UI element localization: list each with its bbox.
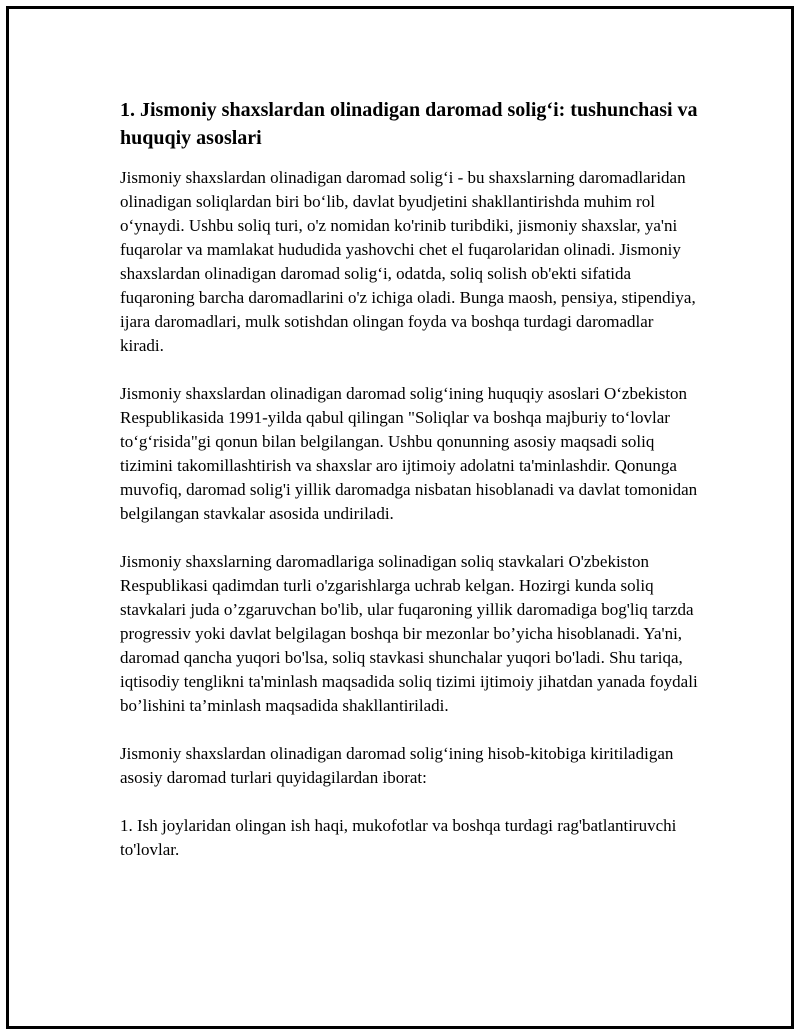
document-body: [120, 96, 700, 886]
list-item-income-type-1: 1. Ish joylaridan olingan ish haqi, mukofotlar va boshqa turdagi rag'batlantiruvchi to'lovlar.: [120, 816, 677, 859]
paragraph-tax-rates: Jismoniy shaxslarning daromadlariga solinadigan soliq stavkalari O'zbekiston Respublikasi qadimdan turli o'zgarishlarga uchrab kelgan. Hozirgi kunda soliq stavkalari juda o’zgaruvchan bo'lib, ular fuqaroning yillik daromadiga bog'liq tarzda progressiv yoki davlat belgilagan boshqa bir mezonlar bo’yicha hisoblanadi. Ya'ni, daromad qancha yuqori bo'lsa, soliq stavkasi shunchalar yuqori bo'ladi. Shu tariqa, iqtisodiy tenglikni ta'minlash maqsadida soliq tizimi ijtimoiy jihatdan yanada foydali bo’lishini ta’minlash maqsadida shakllantiriladi.: [120, 552, 698, 715]
paragraph-legal-basis: Jismoniy shaxslardan olinadigan daromad solig‘ining huquqiy asoslari O‘zbekiston Respublikasida 1991-yilda qabul qilingan "Soliqlar va boshqa majburiy to‘lovlar to‘g‘risida"gi qonun bilan belgilangan. Ushbu qonunning asosiy maqsadi soliq tizimini takomillashtirish va shaxslar aro ijtimoiy adolatni ta'minlashdir. Qonunga muvofiq, daromad solig'i yillik daromadga nisbatan hisoblanadi va davlat tomonidan belgilangan stavkalar asosida undiriladi.: [120, 384, 698, 523]
paragraph-definition: Jismoniy shaxslardan olinadigan daromad solig‘i - bu shaxslarning daromadlaridan olinadigan soliqlardan biri bo‘lib, davlat byudjetini shakllantirishda muhim rol o‘ynaydi. Ushbu soliq turi, o'z nomidan ko'rinib turibdiki, jismoniy shaxslar, ya'ni fuqarolar va mamlakat hududida yashovchi chet el fuqarolaridan olinadi. Jismoniy shaxslardan olinadigan daromad solig‘i, odatda, soliq solish ob'ekti sifatida fuqaroning barcha daromadlarini o'z ichiga oladi. Bunga maosh, pensiya, stipendiya, ijara daromadlari, mulk sotishdan olingan foyda va boshqa turdagi daromadlar kiradi.: [120, 168, 696, 355]
paragraph-income-types-intro: Jismoniy shaxslardan olinadigan daromad solig‘ining hisob-kitobiga kiritiladigan asosiy daromad turlari quyidagilardan iborat:: [120, 744, 674, 787]
section-title: 1. Jismoniy shaxslardan olinadigan daromad solig‘i: tushunchasi va huquqiy asoslari: [120, 99, 698, 149]
document-page: [6, 6, 794, 1029]
